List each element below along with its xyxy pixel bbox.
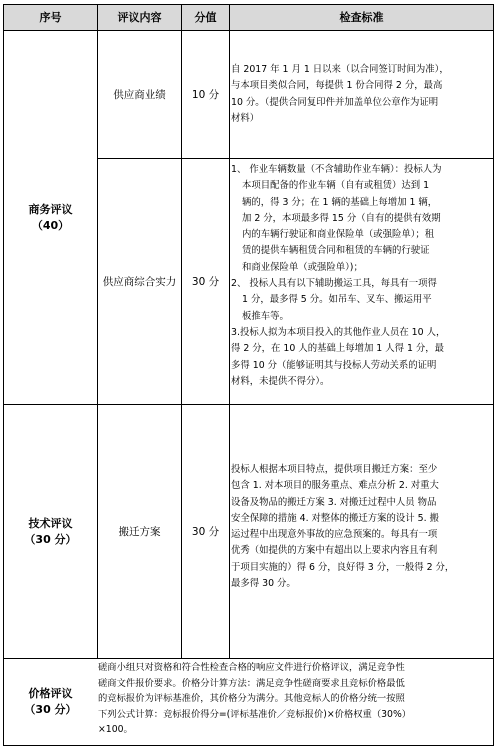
- header-content: 评议内容: [117, 10, 162, 24]
- criteria-line: 3.投标人拟为本项目投入的其他作业人员在 10 人，: [231, 326, 446, 338]
- category-price: [4, 659, 97, 745]
- criteria-line: 1 分，最多得 5 分。如吊车、叉车、搬运用平: [242, 294, 432, 306]
- criteria-line: 2、 投标人具有以下辅助搬运工具，每具有一项得: [231, 278, 437, 290]
- score-supplier-performance: 10 分: [191, 88, 220, 101]
- criteria-line: 投标人根据本项目特点，提供项目搬迁方案：至少: [231, 464, 438, 475]
- header-score: 分值: [194, 10, 217, 24]
- criteria-relocation-plan: [231, 462, 493, 592]
- criteria-line: 材料）: [231, 112, 260, 124]
- header-criteria: 检查标准: [339, 10, 384, 24]
- criteria-line: 下列公式计算：竞标报价得分=(评标基准价／竞标报价)×价格权重（30%）: [98, 708, 412, 720]
- criteria-line: 板推车等。: [242, 310, 289, 322]
- criteria-line: 和商业保险单（或强险单）)；: [242, 261, 363, 273]
- criteria-line: 磋商文件报价要求。价格分计算方法：满足竞争性磋商要求且竞标价格最低: [98, 677, 405, 689]
- category-commercial-points: （40）: [31, 218, 70, 232]
- item-supplier-performance: 供应商业绩: [113, 88, 166, 101]
- category-technical: [4, 405, 97, 658]
- header-seq: 序号: [39, 10, 62, 24]
- criteria-line: 磋商小组只对资格和符合性检查合格的响应文件进行价格评议，满足竞争性: [98, 662, 405, 673]
- criteria-line: 的竞标报价为评标基准价，其价格分为满分。其他竞标人的价格分统一按照: [98, 693, 405, 705]
- criteria-line: ×100。: [98, 724, 133, 736]
- criteria-line: 1、 作业车辆数量（不含辅助作业车辆）：投标人为: [231, 164, 442, 175]
- criteria-supplier-strength: [231, 162, 493, 390]
- category-price-title: 价格评议: [28, 687, 73, 700]
- score-supplier-strength: 30 分: [191, 275, 220, 288]
- criteria-line: 运过程中出现意外事故的应急预案的。每具有一项: [231, 529, 438, 541]
- criteria-line: 优秀（如提供的方案中有超出以上要求内容且有利: [231, 545, 438, 557]
- criteria-line: 本项目配备的作业车辆（自有或租赁）达到 1: [242, 180, 430, 192]
- category-technical-title: 技术评议: [28, 516, 73, 530]
- item-supplier-strength: 供应商综合实力: [102, 275, 177, 288]
- category-commercial: [4, 31, 97, 404]
- criteria-line: 内的车辆行驶证和商业保险单（或强险单）；租: [242, 229, 435, 241]
- criteria-line: 包含 1. 对本项目的服务重点、难点分析 2. 对重大: [231, 480, 439, 492]
- criteria-price: [98, 660, 493, 738]
- criteria-line: 自 2017 年 1 月 1 日以来（以合同签订时间为准），: [231, 64, 449, 75]
- criteria-line: 辆的，得 3 分；在 1 辆的基础上每增加 1 辆，: [242, 196, 438, 208]
- score-relocation-plan: 30 分: [191, 525, 220, 538]
- criteria-supplier-performance: [231, 62, 493, 127]
- category-technical-points: （30 分）: [24, 532, 77, 546]
- criteria-line: 最多得 30 分。: [231, 578, 296, 590]
- category-commercial-title: 商务评议: [28, 202, 73, 216]
- criteria-line: 得 2 分，在 10 人的基础上每增加 1 人得 1 分，最: [231, 343, 445, 355]
- criteria-line: 材料，未提供不得分）。: [231, 375, 330, 387]
- criteria-line: 加 2 分，本项最多得 15 分（自有的提供有效期: [242, 212, 441, 224]
- criteria-line: 于项目实施的）得 6 分，良好得 3 分，一般得 2 分，: [231, 561, 455, 573]
- criteria-line: 多得 10 分（能够证明其与投标人劳动关系的证明: [231, 359, 437, 371]
- criteria-line: 10 分。（提供合同复印件并加盖单位公章作为证明: [231, 96, 439, 108]
- criteria-line: 安全保障的措施 4. 对整体的搬迁方案的设计 5. 搬: [231, 512, 439, 524]
- criteria-line: 与本项目类似合同，每提供 1 份合同得 2 分，最高: [231, 80, 443, 92]
- criteria-line: 赁的提供车辆租赁合同和租赁的车辆的行驶证: [242, 245, 430, 257]
- item-relocation-plan: 搬迁方案: [118, 525, 161, 538]
- category-price-points: （30 分）: [24, 703, 77, 716]
- criteria-line: 设备及物品的搬迁方案 3. 对搬迁过程中人员 物品: [231, 496, 437, 508]
